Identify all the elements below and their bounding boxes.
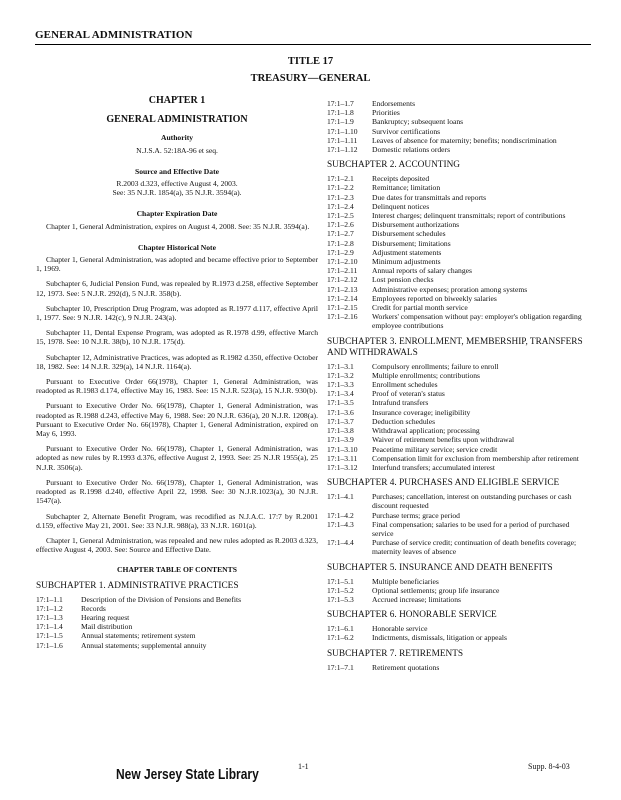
section-title: Due dates for transmittals and reports [372, 192, 487, 202]
section-number: 17:1–1.8 [327, 108, 354, 118]
section-title: Annual statements; supplemental annuity [81, 640, 207, 650]
section-number: 17:1–6.1 [327, 624, 354, 634]
section-title: Annual reports of salary changes [372, 266, 472, 276]
section-title: Administrative expenses; proration among systems [372, 284, 528, 294]
section-number: 17:1–2.5 [327, 211, 354, 221]
section-number: 17:1–6.2 [327, 633, 354, 643]
section-number: 17:1–2.8 [327, 238, 354, 248]
supplement-date: Supp. 8-4-03 [528, 762, 570, 771]
section-number: 17:1–1.12 [327, 145, 358, 155]
toc-entry [327, 117, 591, 126]
section-number: 17:1–3.7 [327, 416, 354, 426]
section-number: 17:1–2.4 [327, 201, 354, 211]
section-title: Insurance coverage; ineligibility [372, 407, 471, 417]
section-title: Lost pension checks [372, 275, 434, 285]
toc-entry [327, 145, 591, 154]
section-title: Interest charges; delinquent transmittals; report of contributions [372, 211, 566, 221]
toc-entry [327, 183, 591, 192]
section-number: 17:1–2.1 [327, 174, 354, 184]
section-title: Compulsory enrollments; failure to enroll [372, 361, 499, 371]
section-number: 17:1–7.1 [327, 662, 354, 672]
section-number: 17:1–3.2 [327, 370, 354, 380]
authority-text: N.J.S.A. 52:18A-96 et seq. [136, 145, 218, 155]
section-number: 17:1–2.9 [327, 247, 354, 257]
history-note: Subchapter 12, Administrative Practices, was adopted as R.1982 d.350, effective October 18, 1982. See: 14 N.J.R. 329(a), 14 N.J.R. 1164(a). [36, 352, 318, 371]
toc-entry [327, 454, 591, 463]
section-number: 17:1–1.6 [36, 640, 63, 650]
toc-entry [36, 595, 318, 604]
section-title: Disbursement schedules [372, 229, 446, 239]
running-header: GENERAL ADMINISTRATION [35, 29, 193, 41]
right-column [327, 99, 591, 672]
section-title: Deduction schedules [372, 416, 436, 426]
section-number: 17:1–2.15 [327, 303, 358, 313]
toc-entry [327, 398, 591, 407]
toc-entry [327, 303, 591, 312]
toc-entry [327, 511, 591, 520]
toc-entry [327, 220, 591, 229]
subchapter-heading: SUBCHAPTER 5. INSURANCE AND DEATH BENEFITS [327, 562, 553, 573]
section-title: Multiple beneficiaries [372, 576, 439, 586]
section-number: 17:1–2.12 [327, 275, 358, 285]
authority-heading: Authority [160, 133, 194, 143]
section-title: Adjustment statements [372, 247, 442, 257]
toc-entry [327, 174, 591, 183]
section-number: 17:1–2.11 [327, 266, 358, 276]
section-title: Accrued increase; limitations [372, 594, 461, 604]
section-title: Disbursement authorizations [372, 220, 460, 230]
history-notes [36, 255, 318, 554]
toc-entry [327, 492, 591, 510]
source-heading: Source and Effective Date [134, 166, 219, 176]
section-number: 17:1–5.2 [327, 585, 354, 595]
toc-entry [36, 613, 318, 622]
section-number: 17:1–3.6 [327, 407, 354, 417]
toc-entry [327, 229, 591, 238]
section-number: 17:1–3.1 [327, 361, 354, 371]
section-title: Retirement quotations [372, 662, 440, 672]
section-title: Delinquent notices [372, 201, 430, 211]
history-note: Pursuant to Executive Order No. 66(1978), Chapter 1, General Administration, was adopted as new rules by R.1993 d.376, effective August 2, 1993. See: 25 N.J.R 1955(a), 25 N.J.R. 3506(a). [36, 444, 318, 472]
section-number: 17:1–2.7 [327, 229, 354, 239]
section-title: Honorable service [372, 624, 428, 634]
header-rule [35, 44, 591, 45]
chapter-name: GENERAL ADMINISTRATION [106, 114, 248, 126]
section-title: Intrafund transfers [372, 398, 429, 408]
section-title: Interfund transfers; accumulated interest [372, 462, 495, 472]
toc-entry [327, 275, 591, 284]
toc-entry [327, 463, 591, 472]
source-line-1: R.2003 d.323, effective August 4, 2003. [116, 179, 238, 189]
toc-entry [36, 641, 318, 650]
section-number: 17:1–5.3 [327, 594, 354, 604]
source-line-2: See: 35 N.J.R. 1854(a), 35 N.J.R. 3594(a). [112, 188, 242, 198]
toc-entry [327, 239, 591, 248]
history-note: Chapter 1, General Administration, was adopted and became effective prior to September 1, 1969. [36, 255, 318, 274]
section-number: 17:1–4.2 [327, 510, 354, 520]
toc-entry [327, 595, 591, 604]
section-title: Purchase terms; grace period [372, 510, 460, 520]
section-number: 17:1–3.11 [327, 453, 358, 463]
history-note: Subchapter 6, Judicial Pension Fund, was repealed by R.1973 d.258, effective September 12, 1973. See: 5 N.J.R. 292(d), 5 N.J.R. 358(b). [36, 279, 318, 298]
history-note: Chapter 1, General Administration, was repealed and new rules adopted as R.2003 d.323, effective August 4, 2003. See: Source and Effective Date. [36, 535, 318, 555]
section-number: 17:1–2.14 [327, 293, 358, 303]
toc-entry [327, 380, 591, 389]
toc-entry [327, 193, 591, 202]
toc-entry [327, 362, 591, 371]
toc-entry [327, 108, 591, 117]
section-title: Description of the Division of Pensions and Benefits [81, 594, 242, 604]
toc-entry [327, 445, 591, 454]
expiration-text: Chapter 1, General Administration, expires on August 4, 2008. See: 35 N.J.R. 3594(a). [46, 221, 310, 231]
toc-entry [327, 127, 591, 136]
section-number: 17:1–1.4 [36, 622, 63, 632]
section-title: Purchase of service credit; continuation of death benefits coverage; maternity leaves of absence [372, 538, 577, 557]
toc-entry [327, 520, 591, 538]
chapter-number: CHAPTER 1 [148, 95, 206, 106]
section-number: 17:1–4.1 [327, 492, 354, 502]
subchapter-heading: SUBCHAPTER 2. ACCOUNTING [327, 160, 461, 171]
section-title: Priorities [372, 108, 400, 118]
section-title: Employees reported on biweekly salaries [372, 293, 497, 303]
section-number: 17:1–3.4 [327, 389, 354, 399]
section-number: 17:1–3.3 [327, 380, 354, 390]
section-title: Bankruptcy; subsequent loans [372, 117, 464, 127]
toc-entry [327, 248, 591, 257]
subchapter-heading: SUBCHAPTER 6. HONORABLE SERVICE [327, 610, 497, 621]
section-number: 17:1–3.8 [327, 426, 354, 436]
title-number: TITLE 17 [287, 56, 334, 67]
history-note: Pursuant to Executive Order 66(1978), Chapter 1, General Administration, was readopted as R.1983 d.174, effective May 16, 1983. See: 15 N.J.R. 523(a), 15 N.J.R. 930(b). [36, 377, 318, 396]
toc-entry [327, 202, 591, 211]
toc-entry [327, 285, 591, 294]
toc-entry [327, 663, 591, 672]
section-title: Multiple enrollments; contributions [372, 370, 480, 380]
section-title: Annual statements; retirement system [81, 631, 196, 641]
toc-entry [327, 312, 591, 330]
toc-entry [327, 538, 591, 556]
section-number: 17:1–4.3 [327, 519, 354, 529]
toc-entry [36, 622, 318, 631]
toc-entry [327, 633, 591, 642]
section-title: Enrollment schedules [372, 380, 438, 390]
section-number: 17:1–1.10 [327, 126, 358, 136]
section-title: Survivor certifications [372, 126, 441, 136]
expiration-heading: Chapter Expiration Date [136, 209, 218, 219]
history-note: Subchapter 11, Dental Expense Program, was adopted as R.1978 d.99, effective March 15, 1978. See: 10 N.J.R. 38(b), 10 N.J.R. 175(d). [36, 328, 318, 347]
subchapter-heading: SUBCHAPTER 4. PURCHASES AND ELIGIBLE SERVICE [327, 478, 560, 489]
section-title: Remittance; limitation [372, 183, 441, 193]
history-note: Pursuant to Executive Order No. 66(1978), Chapter 1, General Administration, was readopted as R.1988 d.243, effective May 6, 1988. See: 20 N.J.R. 636(a), 20 N.J.R. 1208(a). Pursuant to Executive Order No. 66(1978), Chapter 1, General Administration, expired on May 6, 1993. [36, 401, 318, 439]
section-title: Purchases; cancellation, interest on outstanding purchases or cash discount requested [372, 492, 572, 511]
section-title: Final compensation; salaries to be used for a period of purchased service [372, 519, 570, 538]
section-title: Disbursement; limitations [372, 238, 451, 248]
toc-entry [327, 586, 591, 595]
toc-entry [327, 624, 591, 633]
section-number: 17:1–1.2 [36, 603, 63, 613]
toc-entry [327, 266, 591, 275]
section-title: Optional settlements; group life insurance [372, 585, 500, 595]
toc-entry [327, 577, 591, 586]
section-number: 17:1–2.13 [327, 284, 358, 294]
left-column [36, 96, 318, 650]
toc-entry [327, 408, 591, 417]
section-number: 17:1–2.2 [327, 183, 354, 193]
section-title: Receipts deposited [372, 174, 430, 184]
toc-entry [327, 136, 591, 145]
section-number: 17:1–5.1 [327, 576, 354, 586]
section-title: Withdrawal application; processing [372, 426, 480, 436]
toc-entry [36, 604, 318, 613]
section-title: Hearing request [81, 612, 130, 622]
toc-entry [327, 99, 591, 108]
section-number: 17:1–2.6 [327, 220, 354, 230]
toc-heading: CHAPTER TABLE OF CONTENTS [117, 565, 237, 575]
toc-entry [327, 417, 591, 426]
title-name: TREASURY—GENERAL [250, 73, 371, 84]
section-title: Proof of veteran's status [372, 389, 445, 399]
section-number: 17:1–1.7 [327, 99, 354, 108]
section-number: 17:1–2.10 [327, 257, 358, 267]
section-number: 17:1–4.4 [327, 538, 354, 548]
toc-left [36, 581, 318, 650]
toc-entry [327, 389, 591, 398]
section-number: 17:1–3.10 [327, 444, 358, 454]
history-note: Subchapter 2, Alternate Benefit Program, was recodified as N.J.A.C. 17:7 by R.2001 d.159, effective May 21, 2001. See: 33 N.J.R. 988(a), 33 N.J.R. 1601(a). [36, 511, 318, 530]
section-title: Indictments, dismissals, litigation or appeals [372, 633, 507, 643]
section-number: 17:1–3.9 [327, 435, 354, 445]
toc-entry [327, 371, 591, 380]
section-title: Mail distribution [81, 622, 133, 632]
toc-entry [327, 435, 591, 444]
toc-entry [36, 631, 318, 640]
section-title: Domestic relations orders [372, 145, 451, 155]
section-number: 17:1–1.11 [327, 135, 358, 145]
section-title: Credit for partial month service [372, 303, 468, 313]
section-title: Waiver of retirement benefits upon withdrawal [372, 435, 515, 445]
history-heading: Chapter Historical Note [138, 242, 216, 252]
section-number: 17:1–1.9 [327, 117, 354, 127]
history-note: Pursuant to Executive Order No. 66(1978), Chapter 1, General Administration, was readopted as R.1998 d.240, effective April 22, 1998. See: 30 N.J.R.1023(a), 30 N.J.R. 1547(a). [36, 477, 318, 506]
page-number: 1-1 [298, 762, 309, 771]
section-number: 17:1–3.12 [327, 462, 358, 472]
toc-entry [327, 257, 591, 266]
toc-entry [327, 211, 591, 220]
section-title: Peacetime military service; service credit [372, 444, 498, 454]
subchapter-heading: SUBCHAPTER 1. ADMINISTRATIVE PRACTICES [36, 580, 239, 591]
section-number: 17:1–1.1 [36, 594, 63, 604]
history-note: Subchapter 10, Prescription Drug Program, was adopted as R.1977 d.117, effective April 1, 1977. See: 9 N.J.R. 142(c), 9 N.J.R. 243(a). [36, 303, 318, 323]
section-number: 17:1–1.3 [36, 612, 63, 622]
toc-right [327, 99, 591, 672]
subchapter-heading: SUBCHAPTER 3. ENROLLMENT, MEMBERSHIP, TRANSFERS AND WITHDRAWALS [327, 336, 583, 358]
section-title: Compensation limit for exclusion from membership after retirement [372, 453, 579, 463]
toc-entry [327, 426, 591, 435]
section-title: Leaves of absence for maternity; benefits; nondiscrimination [372, 135, 557, 145]
section-title: Endorsements [372, 99, 416, 108]
section-title: Workers' compensation without pay: employer's obligation regarding employee contributions [372, 312, 582, 331]
toc-entry [327, 294, 591, 303]
section-title: Records [81, 603, 106, 613]
library-stamp: New Jersey State Library [116, 766, 259, 783]
section-number: 17:1–2.3 [327, 192, 354, 202]
subchapter-heading: SUBCHAPTER 7. RETIREMENTS [327, 648, 464, 659]
section-number: 17:1–1.5 [36, 631, 63, 641]
section-number: 17:1–2.16 [327, 312, 358, 322]
section-title: Minimum adjustments [372, 257, 441, 267]
section-number: 17:1–3.5 [327, 398, 354, 408]
